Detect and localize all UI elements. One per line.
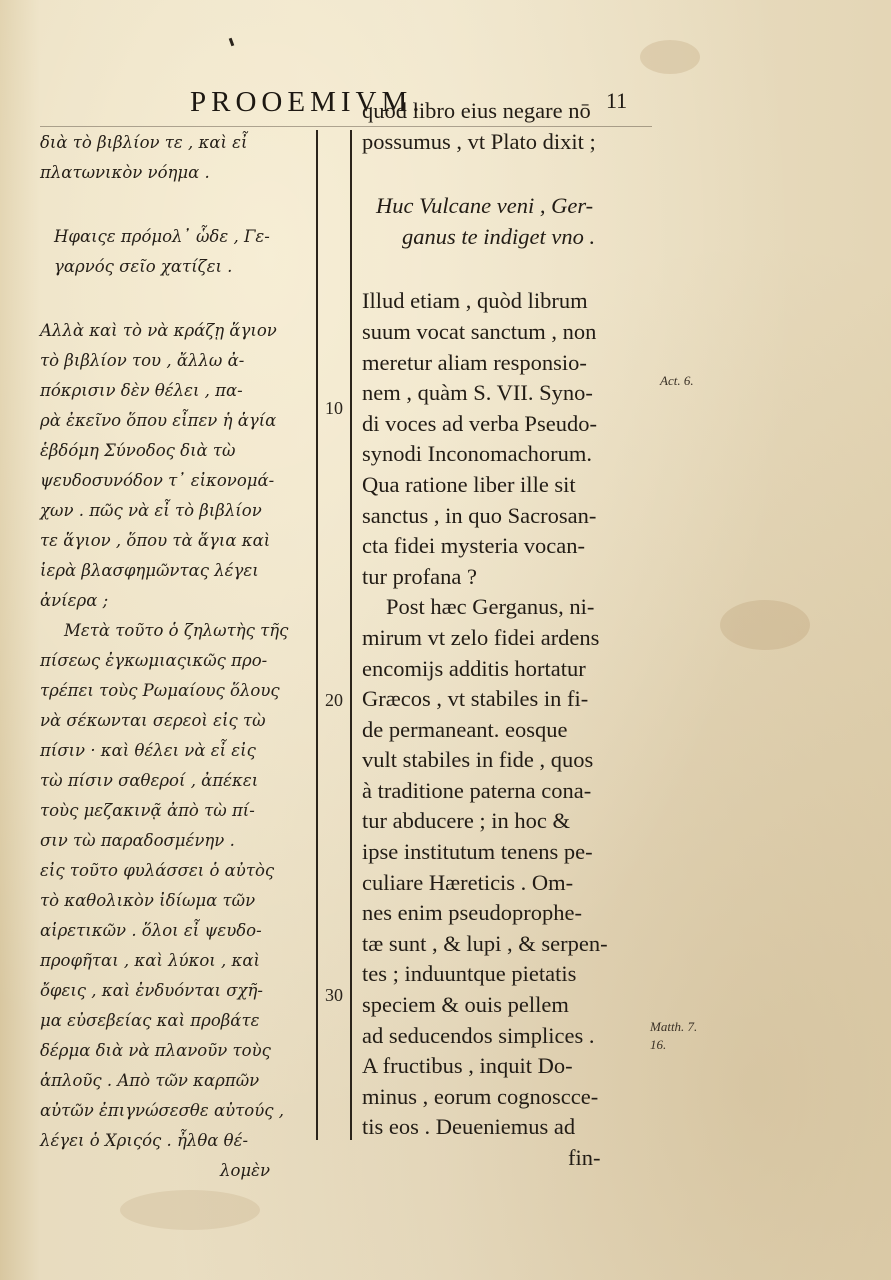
greek-line: ρὰ ἐκεῖνο ὅπου εἶπεν ἡ ἁγία (40, 411, 277, 430)
latin-line: encomijs additis hortatur (362, 655, 586, 681)
greek-line: διὰ τὸ βιβλίον τε , καὶ εἶ (40, 133, 248, 152)
marginal-note-matthew (650, 1018, 740, 1054)
latin-line: minus , eorum cognoscce- (362, 1083, 599, 1109)
greek-line: τὸ καθολικὸν ἰδίωμα τῶν (40, 891, 256, 910)
greek-line: πίσεως ἐγκωμιαςικῶς προ- (40, 651, 268, 670)
latin-line: nem , quàm S. VII. Syno- (362, 380, 593, 406)
greek-line: Ηφαιςε πρόμολ᾽ ὧδε , Γε- (54, 227, 270, 246)
greek-line: προφῆται , καὶ λύκοι , καὶ (40, 951, 260, 970)
greek-line: Αλλὰ καὶ τὸ νὰ κράζῃ ἅγιον (40, 321, 277, 340)
greek-line: πλατωνικὸν νόημα . (40, 163, 210, 182)
greek-line: ἀνίερα ; (40, 591, 109, 610)
greek-line: νὰ σέκωνται σερεοὶ εἰς τὼ (40, 711, 266, 730)
greek-line: εἰς τοῦτο φυλάσσει ὁ αὐτὸς (40, 861, 275, 880)
latin-line: à traditione paterna cona- (362, 777, 592, 803)
paper-stain (720, 600, 810, 650)
paper-stain (640, 40, 700, 74)
greek-line: δέρμα διὰ νὰ πλανοῦν τοὺς (40, 1041, 271, 1060)
greek-line: Μετὰ τοῦτο ὁ ζηλωτὴς τῆς (64, 621, 289, 640)
greek-line: πόκρισιν δὲν θέλει , πα- (40, 381, 243, 400)
greek-line: πίσιν · καὶ θέλει νὰ εἶ εἰς (40, 741, 256, 760)
greek-line: ἑβδόμη Σύνοδος διὰ τὼ (40, 441, 236, 460)
greek-line: τοὺς μεζακινᾷ ἀπὸ τὼ πί- (40, 801, 255, 820)
column-rule-right (350, 130, 352, 1140)
greek-line: τε ἅγιον , ὅπου τὰ ἅγια καὶ (40, 531, 271, 550)
greek-line: τρέπει τοὺς Ρωμαίους ὅλους (40, 681, 280, 700)
latin-line: tur abducere ; in hoc & (362, 808, 571, 834)
greek-line: τὼ πίσιν σαθεροί , ἀπέκει (40, 771, 259, 790)
latin-line: mirum vt zelo fidei ardens (362, 624, 600, 650)
greek-line: αὐτῶν ἐπιγνώσεσθε αὐτούς , (40, 1101, 284, 1120)
greek-line: λέγει ὁ Χριςός . ἦλθα θέ- (40, 1131, 249, 1150)
verse-line: Huc Vulcane veni , Ger- (376, 193, 594, 219)
marginal-note-acts: Act. 6. (660, 373, 694, 388)
latin-line: quod libro eius negare nō (362, 98, 591, 123)
line-number-20: 20 (325, 690, 343, 710)
latin-line: Græcos , vt stabiles in fi- (362, 686, 589, 712)
latin-line: ad seducendos simplices . (362, 1022, 595, 1048)
marginal-note-matthew-ref: Matth. 7. (650, 1019, 698, 1034)
marginal-note-matthew-verse: 16. (650, 1037, 667, 1052)
latin-line: nes enim pseudoprophe- (362, 900, 582, 926)
latin-line: meretur aliam responsio- (362, 349, 587, 375)
latin-text-column (362, 96, 652, 1170)
verse-line: ganus te indiget vno . (402, 223, 596, 249)
greek-line: γαρνός σεῖο χατίζει . (54, 257, 233, 276)
latin-line: suum vocat sanctum , non (362, 318, 597, 344)
greek-catchword: λομὲν (220, 1161, 270, 1180)
latin-line: cta fidei mysteria vocan- (362, 533, 586, 559)
latin-line: vult stabiles in fide , quos (362, 747, 594, 773)
latin-line: Post hæc Gerganus, ni- (386, 594, 595, 620)
latin-line: tes ; induuntque pietatis (362, 961, 577, 987)
latin-line: synodi Inconomachorum. (362, 441, 592, 467)
greek-line: χων . πῶς νὰ εἶ τὸ βιβλίον (40, 501, 262, 520)
latin-line: Illud etiam , quòd librum (362, 288, 588, 314)
paper-stain (120, 1190, 260, 1230)
line-number-10: 10 (325, 398, 343, 418)
latin-line: A fructibus , inquit Do- (362, 1053, 573, 1079)
latin-line: di voces ad verba Pseudo- (362, 410, 597, 436)
latin-line: culiare Hæreticis . Om- (362, 869, 574, 895)
greek-text-column (40, 128, 310, 1180)
latin-line: possumus , vt Plato dixit ; (362, 128, 596, 154)
greek-line: μα εὐσεβείας καὶ προβάτε (40, 1011, 260, 1030)
latin-catchword: fin- (568, 1145, 601, 1170)
latin-line: tis eos . Deueniemus ad (362, 1114, 576, 1140)
latin-line: ipse institutum tenens pe- (362, 839, 593, 865)
line-number-30: 30 (325, 985, 343, 1005)
latin-line: de permaneant. eosque (362, 716, 568, 742)
latin-line: Qua ratione liber ille sit (362, 471, 576, 497)
greek-line: τὸ βιβλίον του , ἄλλω ἀ- (40, 351, 245, 370)
latin-line: sanctus , in quo Sacrosan- (362, 502, 597, 528)
latin-line: tur profana ? (362, 563, 477, 589)
running-title: PROOEMIVM. (190, 86, 425, 118)
greek-line: ὄφεις , καὶ ἐνδυόνται σχῆ- (40, 981, 263, 1000)
greek-line: ἱερὰ βλασφημῶντας λέγει (40, 561, 259, 580)
ink-mark (229, 38, 235, 47)
page-number: 11 (606, 88, 628, 113)
greek-line: ἁπλοῦς . Απὸ τῶν καρπῶν (40, 1071, 260, 1090)
greek-line: αἱρετικῶν . ὅλοι εἶ ψευδο- (40, 921, 262, 940)
latin-line: speciem & ouis pellem (362, 992, 569, 1018)
latin-line: tæ sunt , & lupi , & serpen- (362, 930, 608, 956)
greek-line: ψευδοσυνόδον τ᾽ εἰκονομά- (40, 471, 275, 490)
greek-line: σιν τὼ παραδοσμένην . (40, 831, 235, 850)
